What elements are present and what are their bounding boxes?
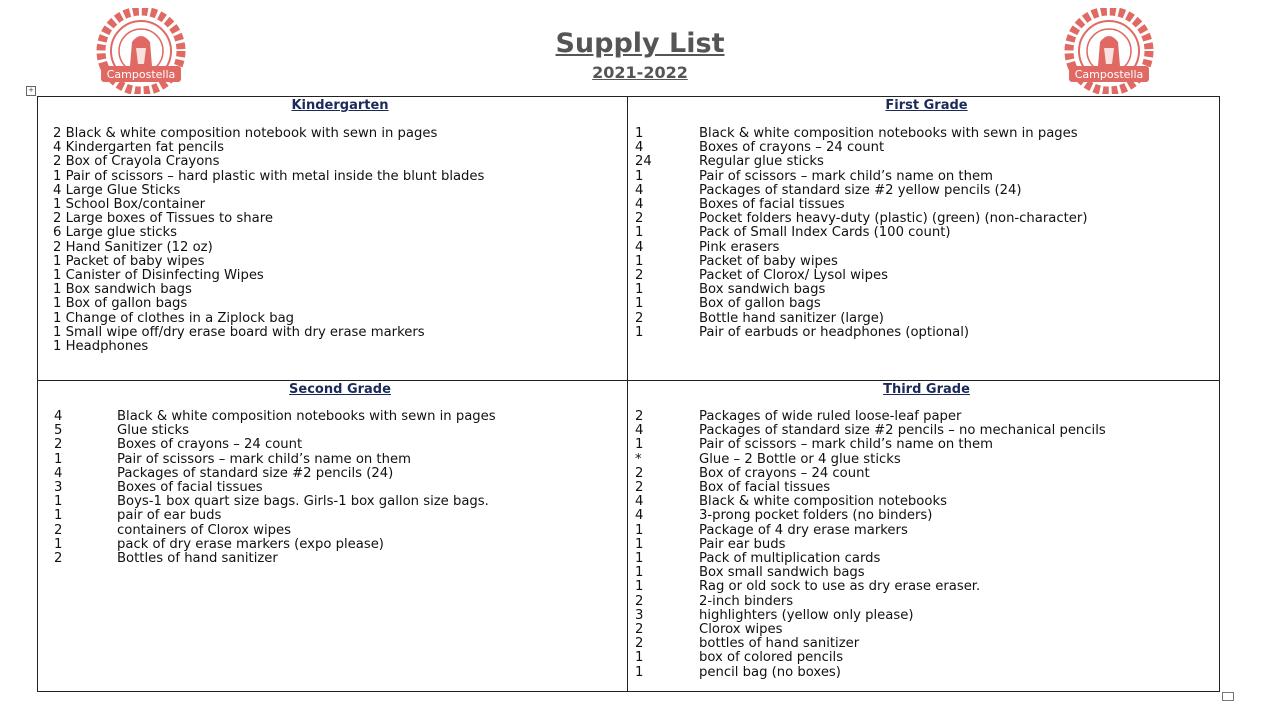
item-quantity: 1 xyxy=(54,494,63,510)
third-grade-cell xyxy=(628,381,1219,691)
supply-item xyxy=(634,609,1219,623)
item-quantity: 5 xyxy=(54,423,63,439)
supply-item xyxy=(53,424,627,438)
supply-item xyxy=(634,255,1219,269)
page-subtitle: 2021-2022 xyxy=(592,63,688,82)
supply-item xyxy=(634,595,1219,609)
item-quantity: 1 xyxy=(635,168,644,184)
item-description: Rag or old sock to use as dry erase eraser. xyxy=(699,579,981,595)
item-description: Glue sticks xyxy=(117,423,190,439)
item-description: highlighters (yellow only please) xyxy=(699,607,914,623)
supply-item xyxy=(634,212,1219,226)
supply-item: 2 Box of Crayola Crayons xyxy=(53,154,220,170)
item-quantity: 3 xyxy=(635,607,644,623)
item-quantity: 4 xyxy=(635,239,644,255)
section-title-second-grade: Second Grade xyxy=(289,382,391,397)
item-description: Pack of multiplication cards xyxy=(699,551,881,567)
supply-item: 2 Black & white composition notebook with sewn in pages xyxy=(53,126,438,141)
item-quantity: 1 xyxy=(54,451,63,467)
item-description: Package of 4 dry erase markers xyxy=(699,522,908,538)
item-quantity: 1 xyxy=(635,296,644,312)
section-title-kindergarten: Kindergarten xyxy=(291,98,389,113)
supply-item xyxy=(634,538,1219,552)
item-quantity: 1 xyxy=(635,522,644,538)
table-resize-handle[interactable] xyxy=(1222,692,1234,701)
item-quantity: 1 xyxy=(635,579,644,595)
supply-table xyxy=(37,96,1220,692)
item-quantity: 1 xyxy=(635,324,644,340)
item-description: Glue – 2 Bottle or 4 glue sticks xyxy=(699,451,901,467)
supply-item xyxy=(53,538,627,552)
item-description: Regular glue sticks xyxy=(699,154,824,170)
supply-item xyxy=(634,623,1219,637)
item-description: Boxes of facial tissues xyxy=(699,197,845,213)
supply-item xyxy=(634,297,1219,311)
supply-item xyxy=(53,410,627,424)
item-quantity: 2 xyxy=(635,636,644,652)
supply-item xyxy=(634,438,1219,452)
supply-item xyxy=(634,509,1219,523)
supply-item xyxy=(634,552,1219,566)
supply-item xyxy=(53,524,627,538)
supply-item xyxy=(53,438,627,452)
item-description: Pocket folders heavy-duty (plastic) (green) (non-character) xyxy=(699,211,1088,227)
item-description: Boxes of crayons – 24 count xyxy=(117,437,303,453)
item-description: Box of crayons – 24 count xyxy=(699,465,870,481)
item-description: containers of Clorox wipes xyxy=(117,522,291,538)
item-description: Bottle hand sanitizer (large) xyxy=(699,310,884,326)
supply-item: 1 Packet of baby wipes xyxy=(53,253,205,269)
item-description: Black & white composition notebooks with sewn in pages xyxy=(699,126,1078,141)
second-grade-cell xyxy=(38,381,628,691)
item-quantity: 2 xyxy=(635,465,644,481)
supply-item xyxy=(634,566,1219,580)
supply-item xyxy=(634,410,1219,424)
supply-item xyxy=(634,666,1219,680)
item-quantity: 4 xyxy=(54,409,63,424)
item-quantity: 4 xyxy=(635,494,644,510)
item-quantity: 1 xyxy=(635,282,644,298)
item-description: Pair of scissors – mark child’s name on them xyxy=(699,437,993,453)
second-grade-list xyxy=(53,410,627,566)
item-quantity: 1 xyxy=(635,565,644,581)
item-description: box of colored pencils xyxy=(699,650,844,666)
supply-item: 1 Small wipe off/dry erase board with dry erase markers xyxy=(53,324,425,340)
third-grade-list xyxy=(634,410,1219,680)
item-description: Packages of wide ruled loose-leaf paper xyxy=(699,409,962,424)
item-description: Pack of Small Index Cards (100 count) xyxy=(699,225,951,241)
item-quantity: 1 xyxy=(635,664,644,680)
item-description: 2-inch binders xyxy=(699,593,794,609)
supply-item xyxy=(634,184,1219,198)
kindergarten-cell xyxy=(38,97,628,381)
supply-item xyxy=(634,524,1219,538)
item-quantity: 24 xyxy=(635,154,652,170)
item-quantity: 2 xyxy=(635,622,644,638)
item-description: Packages of standard size #2 yellow pencils (24) xyxy=(699,182,1022,198)
item-quantity: 2 xyxy=(635,211,644,227)
supply-item xyxy=(634,651,1219,665)
item-quantity: 1 xyxy=(635,225,644,241)
item-description: Boxes of facial tissues xyxy=(117,480,263,496)
item-description: Pair ear buds xyxy=(699,536,786,552)
item-description: pack of dry erase markers (expo please) xyxy=(117,536,384,552)
item-quantity: 4 xyxy=(54,465,63,481)
supply-item: 1 Box sandwich bags xyxy=(53,282,192,298)
supply-item xyxy=(634,424,1219,438)
item-description: Packet of baby wipes xyxy=(699,253,838,269)
item-description: Packages of standard size #2 pencils (24) xyxy=(117,465,394,481)
first-grade-list xyxy=(634,127,1219,340)
supply-item: 1 Headphones xyxy=(53,339,149,355)
item-quantity: 4 xyxy=(635,140,644,156)
supply-item: 4 Kindergarten fat pencils xyxy=(53,140,225,156)
item-quantity: 2 xyxy=(635,310,644,326)
item-description: Black & white composition notebooks with sewn in pages xyxy=(117,409,496,424)
supply-item xyxy=(634,241,1219,255)
item-quantity: 2 xyxy=(635,480,644,496)
supply-item xyxy=(634,312,1219,326)
supply-item: 2 Large boxes of Tissues to share xyxy=(53,211,273,227)
item-quantity: 1 xyxy=(54,508,63,524)
item-quantity: 4 xyxy=(635,197,644,213)
supply-item xyxy=(634,141,1219,155)
supply-item xyxy=(634,326,1219,340)
item-description: Box of facial tissues xyxy=(699,480,831,496)
item-description: pair of ear buds xyxy=(117,508,222,524)
supply-item xyxy=(634,226,1219,240)
supply-item xyxy=(634,453,1219,467)
svg-text:Campostella: Campostella xyxy=(106,68,176,81)
item-description: 3-prong pocket folders (no binders) xyxy=(699,508,933,524)
item-quantity: 4 xyxy=(635,182,644,198)
item-quantity: 1 xyxy=(635,126,644,141)
item-quantity: 1 xyxy=(635,650,644,666)
item-quantity: 3 xyxy=(54,480,63,496)
item-description: Boxes of crayons – 24 count xyxy=(699,140,885,156)
page-title: Supply List xyxy=(555,28,725,59)
supply-item xyxy=(53,467,627,481)
supply-item: 1 Change of clothes in a Ziplock bag xyxy=(53,310,295,326)
svg-text:Campostella: Campostella xyxy=(1074,68,1144,81)
supply-item xyxy=(634,283,1219,297)
supply-item xyxy=(53,481,627,495)
item-quantity: 1 xyxy=(635,253,644,269)
item-quantity: 4 xyxy=(635,423,644,439)
supply-item: 2 Hand Sanitizer (12 oz) xyxy=(53,239,213,255)
item-quantity: 1 xyxy=(635,551,644,567)
supply-item xyxy=(53,495,627,509)
item-description: Box of gallon bags xyxy=(699,296,821,312)
item-description: Bottles of hand sanitizer xyxy=(117,551,278,567)
section-title-third-grade: Third Grade xyxy=(883,382,970,397)
item-description: Boys-1 box quart size bags. Girls-1 box gallon size bags. xyxy=(117,494,489,510)
supply-item xyxy=(634,467,1219,481)
item-quantity: 1 xyxy=(54,536,63,552)
item-description: Clorox wipes xyxy=(699,622,783,638)
item-description: Black & white composition notebooks xyxy=(699,494,947,510)
item-quantity: 2 xyxy=(635,409,644,424)
item-description: Packet of Clorox/ Lysol wipes xyxy=(699,268,888,284)
supply-item: 1 Canister of Disinfecting Wipes xyxy=(53,268,264,284)
item-description: pencil bag (no boxes) xyxy=(699,664,841,680)
item-quantity: 1 xyxy=(635,536,644,552)
item-description: Box small sandwich bags xyxy=(699,565,865,581)
supply-item: 1 Pair of scissors – hard plastic with metal inside the blunt blades xyxy=(53,168,485,184)
item-quantity: 2 xyxy=(54,437,63,453)
first-grade-cell xyxy=(628,97,1219,381)
item-quantity: 2 xyxy=(54,522,63,538)
item-description: Pair of scissors – mark child’s name on them xyxy=(117,451,411,467)
item-quantity: 2 xyxy=(635,268,644,284)
item-quantity: 2 xyxy=(635,593,644,609)
supply-item xyxy=(634,198,1219,212)
item-description: bottles of hand sanitizer xyxy=(699,636,860,652)
item-description: Pink erasers xyxy=(699,239,780,255)
supply-item xyxy=(634,170,1219,184)
supply-item xyxy=(53,453,627,467)
supply-item xyxy=(53,509,627,523)
item-description: Packages of standard size #2 pencils – no mechanical pencils xyxy=(699,423,1106,439)
supply-item xyxy=(634,637,1219,651)
section-title-first-grade: First Grade xyxy=(885,98,968,113)
supply-item: 1 School Box/container xyxy=(53,197,205,213)
item-description: Pair of scissors – mark child’s name on them xyxy=(699,168,993,184)
supply-item xyxy=(634,495,1219,509)
kindergarten-list xyxy=(53,127,627,354)
supply-item xyxy=(634,481,1219,495)
table-move-handle-icon[interactable]: + xyxy=(26,86,36,96)
supply-item xyxy=(634,127,1219,141)
supply-item xyxy=(634,155,1219,169)
supply-item: 6 Large glue sticks xyxy=(53,225,178,241)
item-quantity: 1 xyxy=(635,437,644,453)
supply-item xyxy=(634,269,1219,283)
item-quantity: * xyxy=(635,451,642,467)
supply-item: 1 Box of gallon bags xyxy=(53,296,188,312)
supply-item xyxy=(634,580,1219,594)
supply-item: 4 Large Glue Sticks xyxy=(53,182,181,198)
item-quantity: 2 xyxy=(54,551,63,567)
supply-item xyxy=(53,552,627,566)
item-description: Box sandwich bags xyxy=(699,282,826,298)
item-description: Pair of earbuds or headphones (optional) xyxy=(699,324,970,340)
item-quantity: 4 xyxy=(635,508,644,524)
